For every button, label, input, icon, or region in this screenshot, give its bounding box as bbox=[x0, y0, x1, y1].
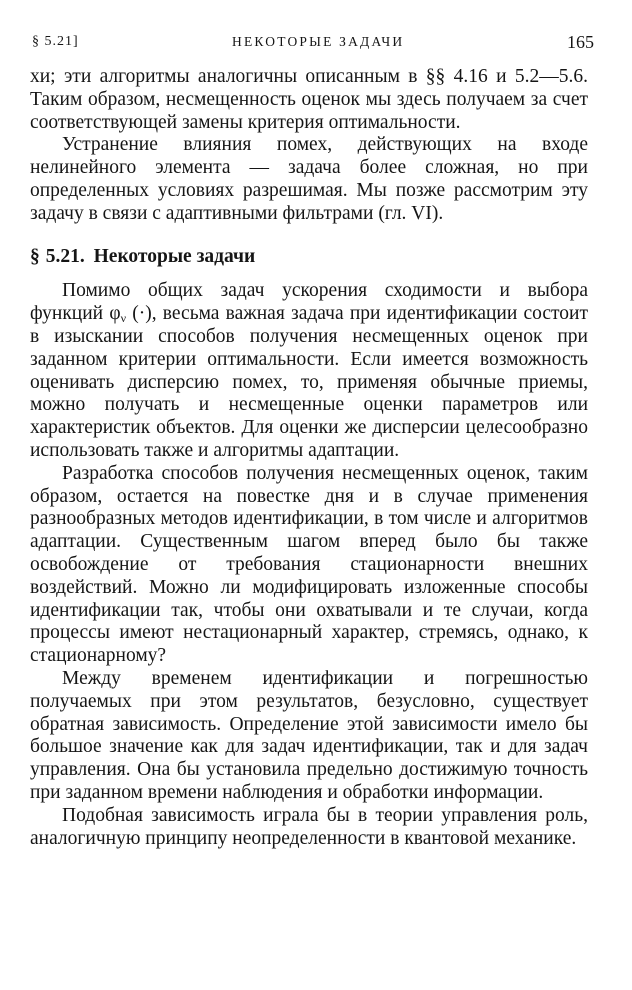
section-heading bbox=[30, 246, 588, 269]
body-paragraph: Разработка способов получения несмещенных оценок, таким образом, остается на повестке дня и в случае применения разнообразных методов идентификации, в том числе и алгоритмов адаптации. Существенным шагом вперед было бы также освобождение от требования стационарности внешних воздействий. Можно ли модифицировать изложенные способы идентификации так, чтобы они охватывали и те случаи, когда процессы имеют нестационарный характер, стремясь, однако, к стационарному? bbox=[30, 462, 588, 667]
body-paragraph bbox=[30, 280, 588, 462]
page-number: 165 bbox=[567, 32, 594, 52]
section-title: Некоторые задачи bbox=[93, 245, 256, 267]
body-paragraph: Между временем идентификации и погрешностью получаемых при этом результатов, безусловно, существует обратная зависимость. Определение этой зависимости имело бы большое значение как для задач идентификации, так и для задач управления. Она бы установила предельно достижимую точность при заданном времени наблюдения и обработки информации. bbox=[30, 667, 588, 803]
intro-paragraph: Устранение влияния помех, действующих на входе нелинейного элемента — задача более сложная, но при определенных условиях разрешимая. Мы позже рассмотрим эту задачу в связи с адаптивными фильтрами (гл. VI). bbox=[30, 134, 588, 224]
paragraph-text: (·), весьма важная задача при идентификации состоит в изыскании способов получения несмещенных оценок при заданном критерии оптимальности. Если имеется возможность оценивать дисперсию помех, то, применяя обычные приемы, можно получать и несмещенные оценки параметров или характеристик объектов. Для оценки же дисперсии целесообразно использовать также и алгоритмы адаптации. bbox=[30, 303, 589, 461]
section-number: 5.21. bbox=[45, 245, 85, 267]
running-header bbox=[32, 30, 594, 54]
header-section-ref: § 5.21] bbox=[32, 34, 79, 49]
header-title: НЕКОТОРЫЕ ЗАДАЧИ bbox=[232, 34, 405, 49]
subscript-nu: ν bbox=[120, 311, 127, 326]
page-body bbox=[30, 66, 588, 850]
section-sign: § bbox=[30, 245, 40, 267]
intro-paragraph-continued: хи; эти алгоритмы аналогичны описанным в §§ 4.16 и 5.2—5.6. Таким образом, несмещенность оценок мы здесь получаем за счет соответствующей замены критерия оптимальности. bbox=[30, 66, 588, 133]
paragraph-text: Помимо общих задач ускорения сходимости и выбора функций φ bbox=[30, 280, 588, 325]
body-paragraph: Подобная зависимость играла бы в теории управления роль, аналогичную принципу неопределенности в квантовой механике. bbox=[30, 804, 588, 849]
